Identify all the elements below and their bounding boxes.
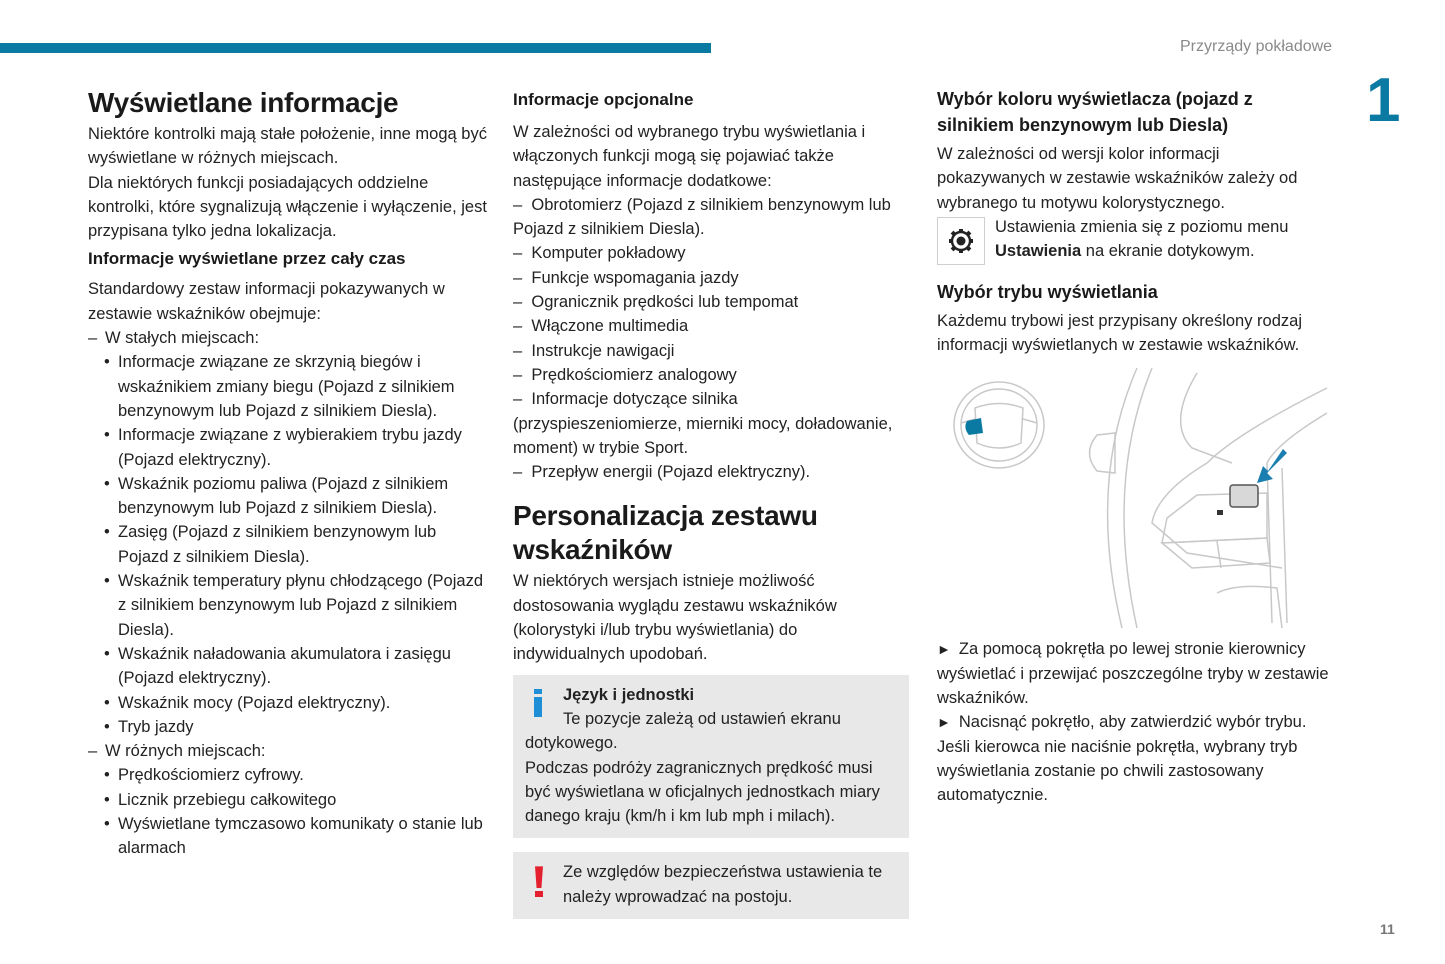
info-box-text: Te pozycje zależą od ustawień ekranu dotykowego. xyxy=(525,709,841,753)
list-item: – Przepływ energii (Pojazd elektryczny). xyxy=(513,463,811,482)
list-item: – Komputer pokładowy xyxy=(513,244,686,263)
list-item: • Zasięg (Pojazd z silnikiem benzynowym lub Pojazd z silnikiem Diesla). xyxy=(104,523,437,566)
list-item: – Prędkościomierz analogowy xyxy=(513,365,737,384)
instruction-step: ► Nacisnąć pokrętło, aby zatwierdzić wybór trybu. xyxy=(937,713,1307,732)
list-item: – Funkcje wspomagania jazdy xyxy=(513,268,739,287)
warning-box xyxy=(513,852,909,919)
page-number: 11 xyxy=(1380,921,1395,937)
column-1 xyxy=(88,86,488,861)
list-item: – W różnych miejscach: xyxy=(88,742,266,761)
settings-gear-icon xyxy=(937,217,985,265)
list-item: • Wskaźnik temperatury płynu chłodzącego (Pojazd z silnikiem benzynowym lub Pojazd z silnikiem Diesla). xyxy=(104,572,484,639)
list-item: • Prędkościomierz cyfrowy. xyxy=(104,766,304,785)
subtitle-display-mode: Wybór trybu wyświetlania xyxy=(937,281,1158,302)
paragraph: Jeśli kierowca nie naciśnie pokrętła, wybrany tryb wyświetlania zostanie po chwili zastosowany automatycznie. xyxy=(937,737,1298,805)
info-box-text: Podczas podróży zagranicznych prędkość musi być wyświetlana w oficjalnych jednostkach miary danego kraju (km/h i km lub mph i milach). xyxy=(525,758,880,826)
list-item: • Informacje związane ze skrzynią biegów i wskaźnikiem zmiany biegu (Pojazd z silnikiem benzynowym lub Pojazd z silnikiem Diesla). xyxy=(104,353,455,420)
subtitle-optional-info: Informacje opcjonalne xyxy=(513,90,694,109)
settings-note-text: Ustawienia zmienia się z poziomu menu xyxy=(995,217,1289,236)
thumbwheel xyxy=(1230,485,1258,507)
column-2 xyxy=(513,86,909,919)
list-item: • Wskaźnik mocy (Pojazd elektryczny). xyxy=(104,693,391,712)
info-box xyxy=(513,675,909,839)
settings-note-text: na ekranie dotykowym. xyxy=(1085,242,1255,261)
list-item: • Tryb jazdy xyxy=(104,717,194,736)
column-3 xyxy=(937,86,1332,808)
chapter-number: 1 xyxy=(1366,66,1401,135)
info-box-title: Język i jednostki xyxy=(563,685,695,704)
paragraph: W zależności od wersji kolor informacji pokazywanych w zestawie wskaźników zależy od wybranego tu motywu kolorystycznego. xyxy=(937,145,1298,212)
subtitle-display-color: Wybór koloru wyświetlacza (pojazd z silnikiem benzynowym lub Diesla) xyxy=(937,89,1253,135)
paragraph: Każdemu trybowi jest przypisany określony rodzaj informacji wyświetlanych w zestawie wskaźników. xyxy=(937,311,1302,355)
list-item: – Obrotomierz (Pojazd z silnikiem benzynowym lub Pojazd z silnikiem Diesla). xyxy=(513,195,891,239)
list-item: • Wskaźnik naładowania akumulatora i zasięgu (Pojazd elektryczny). xyxy=(104,644,451,688)
list-item: – Ogranicznik prędkości lub tempomat xyxy=(513,293,799,312)
section-title-displayed-info: Wyświetlane informacje xyxy=(88,87,399,118)
list-item: – Włączone multimedia xyxy=(513,317,689,336)
paragraph: W niektórych wersjach istnieje możliwość dostosowania wyglądu zestawu wskaźników (kolorystyki i/lub trybu wyświetlania) do indywidualnych upodobań. xyxy=(513,572,837,664)
list-item: – Informacje dotyczące silnika (przyspieszeniomierze, mierniki mocy, doładowanie, moment) w trybie Sport. xyxy=(513,390,893,457)
subtitle-always-displayed: Informacje wyświetlane przez cały czas xyxy=(88,249,406,269)
running-title: Przyrządy pokładowe xyxy=(1180,38,1333,55)
info-icon xyxy=(534,689,542,717)
warning-icon xyxy=(535,866,543,898)
paragraph: W zależności od wybranego trybu wyświetlania i włączonych funkcji mogą się pojawiać także następujące informacje dodatkowe: xyxy=(513,123,866,190)
warning-text: Ze względów bezpieczeństwa ustawienia te należy wprowadzać na postoju. xyxy=(563,863,883,906)
paragraph: Dla niektórych funkcji posiadających oddzielne kontrolki, które sygnalizują włączenie i wyłączenie, jest przypisana tylko jedna lokalizacja. xyxy=(88,173,487,241)
list-item: • Wyświetlane tymczasowo komunikaty o stanie lub alarmach xyxy=(104,815,483,858)
paragraph: Niektóre kontrolki mają stałe położenie, inne mogą być wyświetlane w różnych miejscach. xyxy=(88,125,487,168)
list-item: – Instrukcje nawigacji xyxy=(513,341,675,360)
list-item: • Wskaźnik poziomu paliwa (Pojazd z silnikiem benzynowym lub Pojazd z silnikiem Diesla). xyxy=(104,474,449,518)
settings-note xyxy=(937,215,1332,265)
list-item: – W stałych miejscach: xyxy=(88,329,260,348)
steering-wheel-illustration xyxy=(937,363,1332,633)
section-title-personalization: Personalizacja zestawu wskaźników xyxy=(513,500,818,566)
header-accent-bar xyxy=(0,43,711,53)
list-item: • Licznik przebiegu całkowitego xyxy=(104,790,337,809)
paragraph: Standardowy zestaw informacji pokazywanych w zestawie wskaźników obejmuje: xyxy=(88,280,445,323)
settings-menu-name: Ustawienia xyxy=(995,242,1082,261)
instruction-step: ► Za pomocą pokrętła po lewej stronie kierownicy wyświetlać i przewijać poszczególne tryby w zestawie wskaźników. xyxy=(937,640,1329,708)
list-item: • Informacje związane z wybierakiem trybu jazdy (Pojazd elektryczny). xyxy=(104,426,462,469)
